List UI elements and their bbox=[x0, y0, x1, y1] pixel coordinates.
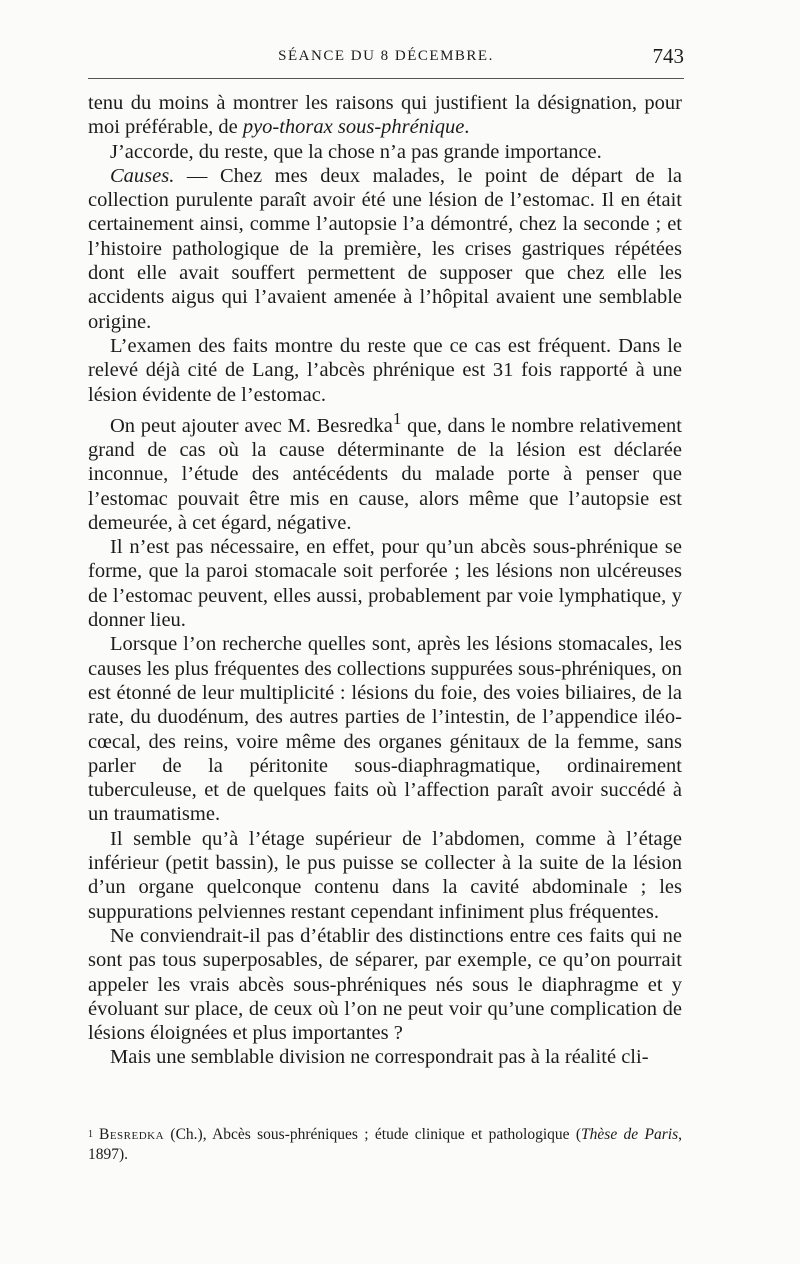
header-title: SÉANCE DU 8 DÉCEMBRE. bbox=[278, 48, 494, 64]
paragraph-4: L’examen des faits montre du reste que ce cas est fréquent. Dans le relevé déjà cité de Lang, l’abcès phrénique est 31 fois rapporté à une lésion évidente de l’estomac. bbox=[88, 334, 682, 406]
paragraph-1: tenu du moins à montrer les raisons qui justifient la désignation, pour moi préférable, de pyo-thorax sous-phrénique. bbox=[88, 92, 682, 139]
footnote: $^1$ Besredka (Ch.), Abcès sous-phréniques ; étude clinique et pathologique (Thèse de Paris, 1897). bbox=[88, 1126, 682, 1163]
paragraph-7: Lorsque l’on recherche quelles sont, après les lésions stomacales, les causes les plus fréquentes des collections suppurées sous-phréniques, on est étonné de leur multiplicité : lésions du foie, des voies biliaires, de la rate, du duodénum, des autres parties de l’intestin, de l’appendice iléo-cœcal, des reins, voire même des organes génitaux de la femme, sans parler de la péritonite sous-diaphragmatique, ordinairement tuberculeuse, et de quelques faits où l’affection paraît avoir succédé à un traumatisme. bbox=[88, 633, 682, 826]
paragraph-9: Ne conviendrait-il pas d’établir des distinctions entre ces faits qui ne sont pas tous superposables, de séparer, par exemple, ce qu’on pourrait appeler les vrais abcès sous-phréniques nés sous le diaphragme et y évoluant sur place, de ceux où l’on ne peut voir qu’une complication de lésions éloignées et plus importantes ? bbox=[88, 924, 682, 1045]
paragraph-5: On peut ajouter avec M. Besredka$^1$ que, dans le nombre relativement grand de cas où la cause déterminante de la lésion est déclarée inconnue, l’étude des antécédents du malade porte à penser que l’estomac pouvait être mis en cause, alors même que l’autopsie est demeurée, à cet égard, négative. bbox=[88, 408, 682, 534]
paragraph-2: J’accorde, du reste, que la chose n’a pas grande importance. bbox=[110, 140, 602, 163]
paragraph-6: Il n’est pas nécessaire, en effet, pour qu’un abcès sous-phrénique se forme, que la paroi stomacale soit perforée ; les lésions non ulcéreuses de l’estomac peuvent, elles aussi, probablement par voie lymphatique, y donner lieu. bbox=[88, 536, 682, 632]
footnote-marker: 1 bbox=[88, 1129, 93, 1140]
page-number: 743 bbox=[652, 44, 684, 68]
footnote-author: Besredka bbox=[99, 1126, 165, 1143]
header-rule bbox=[88, 78, 684, 79]
paragraph-8: Il semble qu’à l’étage supérieur de l’abdomen, comme à l’étage inférieur (petit bassin), le pus puisse se collecter à la suite de la lésion d’un organe quelconque contenu dans la cavité abdominale ; les suppurations pelviennes restant cependant infiniment plus fréquentes. bbox=[88, 827, 682, 923]
running-header bbox=[88, 44, 684, 74]
body-text bbox=[88, 91, 682, 1070]
footnote-ref: 1 bbox=[392, 408, 402, 428]
paragraph-10: Mais une semblable division ne correspondrait pas à la réalité cli- bbox=[110, 1046, 649, 1069]
paragraph-3: Causes. — Chez mes deux malades, le point de départ de la collection purulente paraît avoir été une lésion de l’estomac. Il en était certainement ainsi, comme l’autopsie l’a démontré, chez la seconde ; et l’histoire pathologique de la première, les crises gastriques répétées dont elle avait souffert permettent de supposer que chez elle les accidents aigus qui l’avaient amenée à l’hôpital avaient une semblable origine. bbox=[88, 164, 682, 333]
